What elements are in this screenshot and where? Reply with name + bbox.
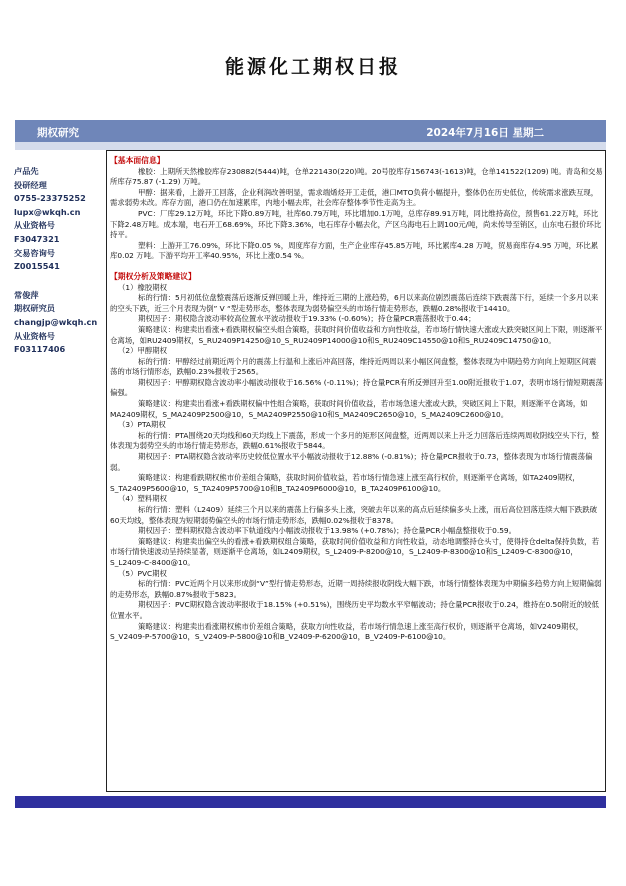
section-label: 期权研究 bbox=[37, 127, 79, 139]
analyst-consult-number: Z0015541 bbox=[14, 261, 60, 272]
plastic-options-title: （4）塑料期权 bbox=[118, 494, 168, 504]
rubber-strategy: 策略建议：构建卖出看涨+看跌期权偏空头组合策略，获取时间价值收益和方向性收益，若市场行情快速大涨或大跌突破区间上下限，则逐渐平仓离场，如RU2409期权，S_RU2409P14250@10_S_RU2409P14000@10和S_RU2409C14550@10和S_RU2409C14750@10。 bbox=[110, 324, 603, 345]
plastic-strategy: 策略建议：构建卖出偏空头的看涨+看跌期权组合策略，获取时间价值收益和方向性收益，动态地调整持仓头寸，使得持仓delta保持负数，若市场行情快速波动呈持续显著，则逐渐平仓离场，如L2409期权，S_L2409-P-8200@10，S_L2409-P-8300@10和S_L2409-C-8300@10，S_L2409-C-8400@10。 bbox=[110, 536, 599, 567]
analyst-email[interactable]: lupx@wkqh.cn bbox=[14, 206, 81, 217]
report-date: 2024年7月16日 星期二 bbox=[426, 127, 544, 139]
report-content-box bbox=[106, 150, 606, 792]
pvc-factor: 期权因子：PVC期权隐含波动率报收于18.15% (+0.51%)，围绕历史平均数水平窄幅波动；持仓量PCR报收于0.24，维持在0.50附近的较低位置水平。 bbox=[110, 600, 599, 620]
analyst-sidebar bbox=[14, 165, 106, 357]
pta-trend: 标的行情：PTA围绕20天均线和60天均线上下震荡，形成一个多月的矩形区间盘整，近两周以来上升乏力回落后连续两周收阴线空头下行，整体表现为弱势空头的市场行情走势形态，跌幅0.61%报收于5844。 bbox=[110, 430, 599, 451]
header-banner bbox=[15, 120, 606, 142]
methanol-strategy: 策略建议：构建卖出看涨+看跌期权偏中性组合策略，获取时间价值收益，若市场急速大涨或大跌，突破区间上下限，则逐渐平仓离场，如MA2409期权，S_MA2409P2500@10，S_MA2409P2550@10和S_MA2409C2650@10，S_MA2409C2600@10。 bbox=[110, 399, 588, 419]
analyst-role: 期权研究员 bbox=[14, 303, 55, 314]
report-title: 能源化工期权日报 bbox=[224, 56, 401, 78]
fundamentals-rubber: 橡胶：上期所天然橡胶库存230882(5444)吨，仓单221430(220)吨。20号胶库存156743(-1613)吨，仓单141522(1209) 吨。青岛和交易所库存75.87 (-1.29) 万吨。 bbox=[110, 166, 603, 187]
analyst-cert-label: 从业资格号 bbox=[14, 220, 55, 231]
pta-strategy: 策略建议：构建看跌期权熊市价差组合策略，获取时间价值收益，若市场行情急速上涨至高行权价，则逐渐平仓离场，如TA2409期权，S_TA2409P5600@10，S_TA2409P5700@10和B_TA2409P6000@10，B_TA2409P6100@10。 bbox=[110, 473, 580, 493]
analyst-name: 卢品先 bbox=[14, 166, 39, 176]
plastic-factor: 期权因子：塑料期权隐含波动率下轨道线内小幅波动报收于13.98% (+0.78%)；持仓量PCR小幅盘整报收于0.59。 bbox=[138, 526, 517, 536]
pvc-strategy: 策略建议：构建卖出看涨期权熊市价差组合策略，获取方向性收益，若市场行情急速上涨至高行权价，则逐渐平仓离场，如V2409期权，S_V2409-P-5700@10，S_V2409-P-5800@10和B_V2409-P-6200@10，B_V2409-P-6100@10。 bbox=[110, 621, 584, 642]
analyst-role: 投研经理 bbox=[14, 179, 47, 190]
header-stripe bbox=[15, 142, 606, 150]
analyst-cert-number: F03117406 bbox=[14, 344, 66, 355]
methanol-factor: 期权因子：甲醇期权隐含波动率小幅波动报收于16.56% (-0.11%)；持仓量PCR有所反弹回升至1.00附近报收于1.07，表明市场行情短期震荡偏强。 bbox=[110, 377, 603, 398]
rubber-factor: 期权因子：期权隐含波动率较高位置水平波动报收于19.33% (-0.60%)；持仓量PCR震荡报收于0.44； bbox=[138, 314, 476, 324]
analyst-cert-number: F3047321 bbox=[14, 233, 60, 244]
pta-factor: 期权因子：PTA期权隐含波动率历史较低位置水平小幅波动报收于12.88% (-0.81%)；持仓量PCR报收于0.73，整体表现为市场行情震荡偏弱。 bbox=[110, 452, 593, 472]
fundamentals-methanol: 甲醇：据来看，上游开工回落，企业利润改善明显，需求端烯烃开工走低，港口MTO负荷小幅提升，整体仍在历史低位，传统需求涨跌互现，需求弱势未改。库存方面，港口仍在加速累库，内地小幅去库，社会库存整体季节性走高为主。 bbox=[110, 187, 599, 208]
rubber-trend: 标的行情：5月初低位盘整震荡后逐渐反弹回暖上升，维持近三期的上涨趋势，6月以来高位剧烈震荡后连续下跌震荡下行，延续一个多月以来的空头下跌，近三个月表现为倒” V “型走势形态，整体表现为弱势偏空头的市场行情走势形态，跌幅0.28%报收于14410。 bbox=[110, 293, 599, 313]
methanol-options-title: （2）甲醇期权 bbox=[118, 346, 168, 356]
analyst-cert-label: 从业资格号 bbox=[14, 330, 55, 341]
pvc-trend: 标的行情：PVC近两个月以来形成倒“V”型行情走势形态，近期一周持续报收阴线大幅下跌，市场行情整体表现为中期偏多趋势方向上短期偏弱的走势形态，跌幅0.87%报收于5823。 bbox=[110, 579, 602, 599]
analyst-consult-label: 交易咨询号 bbox=[14, 247, 55, 258]
analysis-heading: 【期权分析及策略建议】 bbox=[110, 271, 196, 281]
pta-options-title: （3）PTA期权 bbox=[118, 420, 166, 430]
methanol-trend: 标的行情：甲醇经过前期近两个月的震荡上行温和上涨后冲高回落，维持近两周以来小幅区间盘整，整体表现为中期趋势方向向上短期区间震荡的市场行情形态，跌幅0.23%报收于2565。 bbox=[110, 356, 597, 377]
pvc-options-title: （5）PVC期权 bbox=[118, 568, 167, 578]
fundamentals-pvc: PVC：厂库29.12万吨，环比下降0.89万吨，社库60.79万吨，环比增加0.1万吨，总库存89.91万吨，同比维持高位，预售61.22万吨，环比下降2.48万吨。成本端，电石开工68.69%，环比下降3.36%，电石库存小幅去化，产区乌海电石上调100元/吨，尚未传导至销区，山东电石报价环比持平。 bbox=[110, 208, 602, 240]
rubber-options-title: （1）橡胶期权 bbox=[118, 282, 168, 292]
footer-bar bbox=[15, 796, 606, 808]
analyst-email[interactable]: changjp@wkqh.cn bbox=[14, 316, 98, 327]
fundamentals-heading: 【基本面信息】 bbox=[110, 156, 165, 165]
analyst-phone: 0755-23375252 bbox=[14, 193, 86, 204]
analyst-name: 常俊萍 bbox=[14, 289, 39, 300]
fundamentals-plastic: 塑料：上游开工76.09%，环比下降0.05 %，周度库存方面，生产企业库存45.85万吨，环比累库4.28 万吨，贸易商库存4.95 万吨，环比累库0.02 万吨。下游平均开工率40.95%，环比上涨0.54 %。 bbox=[110, 240, 599, 261]
report-body bbox=[110, 156, 603, 643]
plastic-trend: 标的行情：塑料（L2409）延续三个月以来的震荡上行偏多头上涨，突破去年以来的高点后延续偏多头上涨，而后高位回落连续大幅下跌跌破60天均线，整体表现为短期弱势偏空头的市场行情走势形态，跌幅0.02%报收于8378。 bbox=[110, 505, 597, 525]
